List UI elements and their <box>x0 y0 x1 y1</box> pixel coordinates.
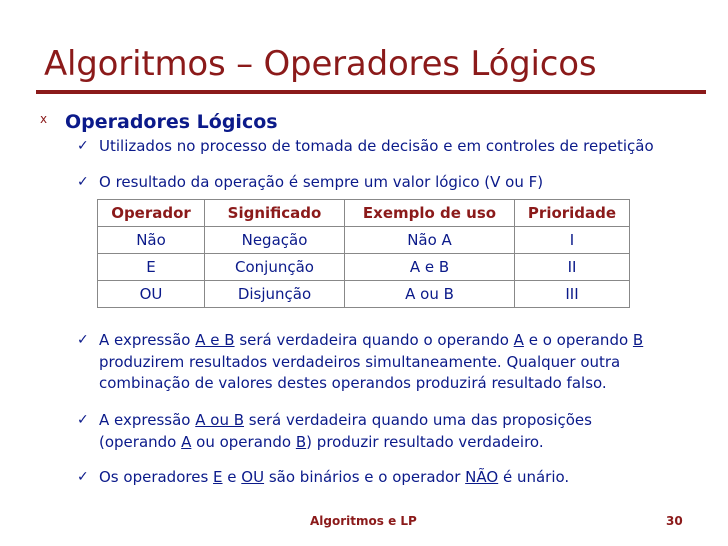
page-number: 30 <box>666 514 683 528</box>
underlined-term: OU <box>241 468 265 486</box>
bullet-marker-icon: x <box>40 112 48 126</box>
table-cell: I <box>515 227 630 254</box>
title-rule <box>36 90 706 94</box>
text-run: e <box>222 468 242 486</box>
text-run: será verdadeira quando uma das proposições <box>244 411 592 429</box>
table-cell: Conjunção <box>205 254 345 281</box>
table-header-cell: Exemplo de uso <box>345 200 515 227</box>
checkmark-icon: ✓ <box>77 174 89 190</box>
text-run: produzirem resultados verdadeiros simultaneamente. Qualquer outra <box>99 352 621 371</box>
checkmark-icon: ✓ <box>77 469 89 485</box>
text-run: combinação de valores destes operandos produzirá resultado falso. <box>99 374 607 392</box>
bullet-text <box>99 467 569 489</box>
table-cell: E <box>98 254 205 281</box>
text-run: é unário. <box>498 468 570 486</box>
text-run: e o operando <box>523 331 633 349</box>
table-row <box>98 254 630 281</box>
text-run: Os operadores <box>99 468 214 486</box>
table-cell: Não <box>98 227 205 254</box>
table-header-cell: Significado <box>205 200 345 227</box>
underlined-term: A <box>181 432 192 451</box>
text-run: ) produzir resultado verdadeiro. <box>306 432 544 451</box>
text-run: são binários e o operador <box>264 468 466 486</box>
table-header-cell: Operador <box>98 200 205 227</box>
table-cell: Não A <box>345 227 515 254</box>
underlined-term: A ou B <box>195 411 245 429</box>
table-cell: II <box>515 254 630 281</box>
checkmark-icon: ✓ <box>77 138 89 154</box>
checkmark-icon: ✓ <box>77 332 89 348</box>
checkmark-icon: ✓ <box>77 412 89 428</box>
footer-title: Algoritmos e LP <box>310 514 417 528</box>
underlined-term: E <box>213 468 223 486</box>
text-run: A expressão <box>99 411 196 429</box>
underlined-term: B <box>295 432 307 451</box>
text-run: ou operando <box>191 432 296 451</box>
table-header-row <box>98 200 630 227</box>
section-heading: Operadores Lógicos <box>65 111 278 133</box>
table-cell: OU <box>98 281 205 308</box>
operators-table <box>97 199 630 308</box>
table-cell: A e B <box>345 254 515 281</box>
table-cell: Negação <box>205 227 345 254</box>
table-cell: III <box>515 281 630 308</box>
underlined-term: NÃO <box>465 468 499 486</box>
text-run: (operando <box>99 432 182 451</box>
bullet-text <box>99 410 592 453</box>
table-cell: Disjunção <box>205 281 345 308</box>
bullet-text: O resultado da operação é sempre um valor lógico (V ou F) <box>99 173 544 191</box>
table-row <box>98 227 630 254</box>
table-row <box>98 281 630 308</box>
slide-title: Algoritmos – Operadores Lógicos <box>44 44 597 84</box>
bullet-text: Utilizados no processo de tomada de decisão e em controles de repetição <box>99 137 654 155</box>
bullet-text <box>99 330 643 395</box>
text-run: será verdadeira quando o operando <box>234 331 514 349</box>
underlined-term: A e B <box>195 331 235 349</box>
text-run: A expressão <box>99 331 196 349</box>
underlined-term: B <box>632 331 644 349</box>
table-cell: A ou B <box>345 281 515 308</box>
underlined-term: A <box>513 331 524 349</box>
table-header-cell: Prioridade <box>515 200 630 227</box>
